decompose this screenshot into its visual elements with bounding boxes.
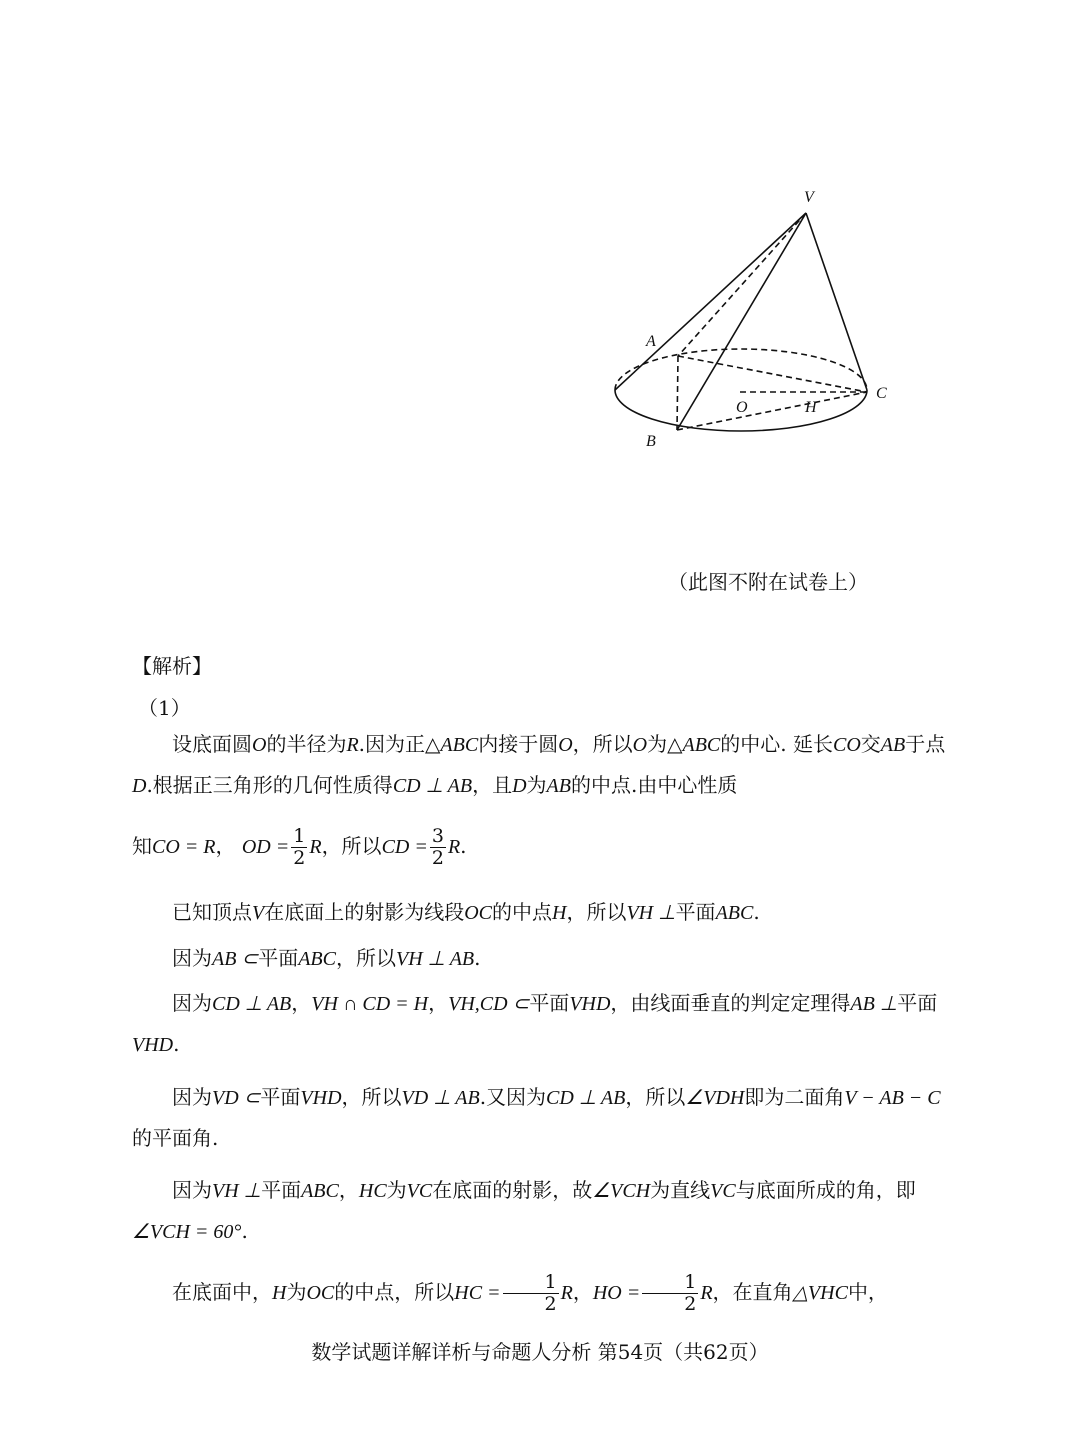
edge-AB xyxy=(677,356,678,430)
edge-VA-outline xyxy=(615,213,806,390)
fraction-HC: $\frac{1}{2}$ xyxy=(503,1272,559,1315)
label-O: O xyxy=(736,399,748,416)
cone-diagram xyxy=(590,180,910,470)
fraction-HO: $\frac{1}{2}$ xyxy=(642,1272,698,1315)
label-B: B xyxy=(646,433,656,450)
edge-VB xyxy=(677,213,806,430)
solution-heading: 【解析】 xyxy=(132,654,212,678)
paragraph-3: 因为AB ⊂平面ABC，所以VH ⊥ AB. xyxy=(172,946,481,970)
edge-VA xyxy=(678,213,806,356)
fraction-one-half: $\frac{1}{2}$ xyxy=(293,825,306,869)
fraction-three-halves: $\frac{3}{2}$ xyxy=(431,825,444,869)
edge-BC xyxy=(677,392,867,430)
page-footer: 数学试题详解详析与命题人分析 第54页（共62页） xyxy=(311,1340,769,1364)
part-number: （1） xyxy=(138,696,191,720)
paragraph-6: 因为VH ⊥平面ABC，HC为VC在底面的射影，故∠VCH为直线VC与底面所成的角，即∠VCH = 60°. xyxy=(132,1178,916,1243)
label-C: C xyxy=(876,385,887,402)
paragraph-4: 因为CD ⊥ AB，VH ∩ CD = H，VH,CD ⊂平面VHD，由线面垂直的判定定理得AB ⊥平面VHD. xyxy=(132,991,938,1056)
paragraph-1: 设底面圆O的半径为R.因为正△ABC内接于圆O，所以O为△ABC的中心. 延长CO交AB于点D.根据正三角形的几何性质得CD ⊥ AB，且D为AB的中点.由中心性质 xyxy=(132,732,946,797)
figure-caption: （此图不附在试卷上） xyxy=(668,570,868,594)
label-V: V xyxy=(804,189,814,206)
edge-AC xyxy=(678,356,867,392)
label-H: H xyxy=(805,399,817,416)
paragraph-1-formula-line: 知CO = R， OD = $\frac{1}{2}$ R，所以CD = $\frac{3}{2}$ R. xyxy=(132,825,467,869)
edge-VC xyxy=(806,213,867,390)
paragraph-5: 因为VD ⊂平面VHD，所以VD ⊥ AB.又因为CD ⊥ AB，所以∠VDH即为二面角V − AB − C的平面角. xyxy=(132,1085,941,1150)
paragraph-7: 在底面中，H为OC的中点，所以HC = $\frac{1}{2}$ R，HO = $\frac{1}{2}$ R，在直角△VHC中， xyxy=(172,1271,888,1315)
label-A: A xyxy=(646,333,656,350)
paragraph-2: 已知顶点V在底面上的射影为线段OC的中点H，所以VH ⊥平面ABC. xyxy=(172,900,760,924)
